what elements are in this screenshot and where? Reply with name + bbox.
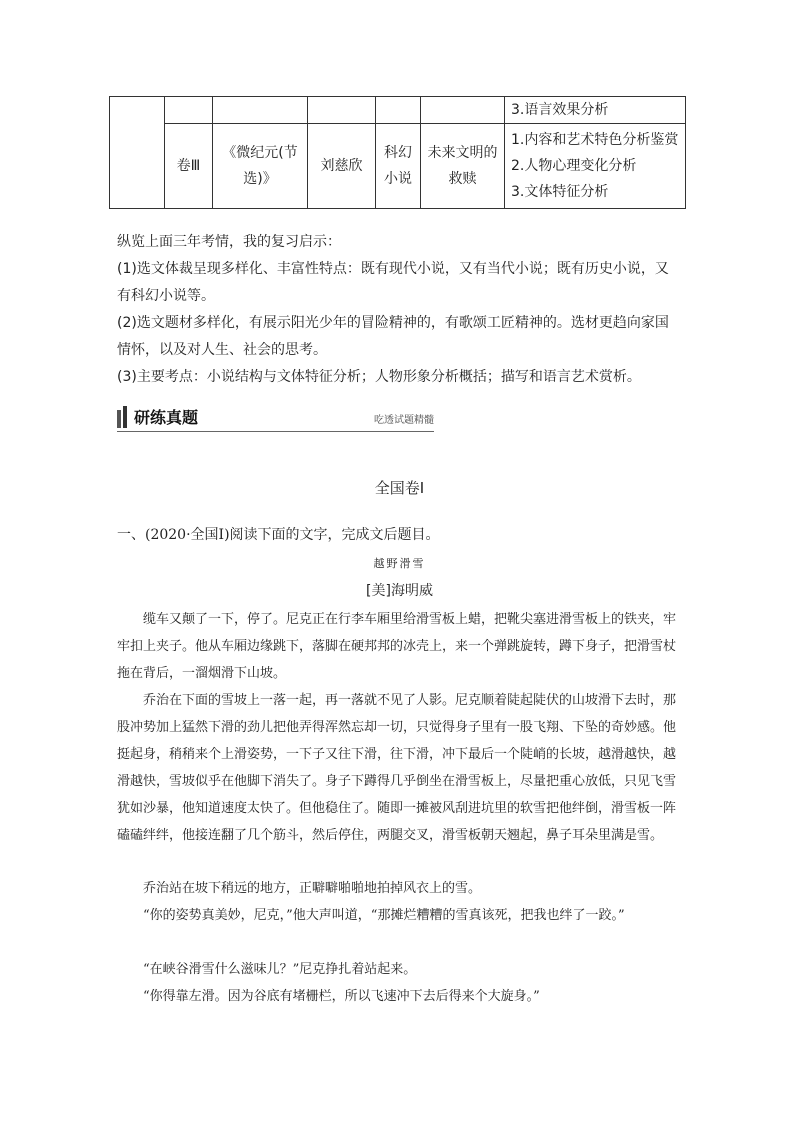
section-divider: [117, 431, 434, 432]
story-paragraph: “你得靠左滑。因为谷底有堵栅栏，所以飞速冲下去后得来个大旋身。”: [143, 989, 540, 1004]
story-paragraph: 乔治在下面的雪坡上一落一起，再一落就不见了人影。尼克顺着陡起陡伏的山坡滑下去时，那股冲势加上猛然下滑的劲儿把他弄得浑然忘却一切，只觉得身子里有一股飞翔、下坠的奇妙感。他挺起身，稍稍来个上滑姿势，一下子又往下滑，往下滑，冲下最后一个陡峭的长坡，越滑越快，越滑越快，雪坡似乎在他脚下消失了。身子下蹲得几乎倒坐在滑雪板上，尽量把重心放低，只见飞雪犹如沙暴，他知道速度太快了。但他稳住了。随即一摊被风刮进坑里的软雪把他绊倒，滑雪板一阵磕磕绊绊，他接连翻了几个筋斗，然后停住，两腿交叉，滑雪板朝天翘起，鼻子耳朵里满是雪。: [117, 693, 677, 843]
table-row: [110, 97, 686, 124]
section-marker-icon: [117, 410, 121, 428]
question-intro: 一、(2020·全国Ⅰ)阅读下面的文字，完成文后题目。: [117, 527, 440, 543]
summary-point-1: (1)选文体裁呈现多样化、丰富性特点：既有现代小说，又有当代小说；既有历史小说，又有科幻小说等。: [117, 261, 669, 304]
exam-label: 全国卷Ⅰ: [374, 479, 425, 497]
table-cell-year: [110, 97, 165, 209]
summary-point-3: (3)主要考点：小说结构与文体特征分析；人物形象分析概括；描写和语言艺术赏析。: [117, 369, 641, 385]
story-title: 越野滑雪: [373, 557, 426, 570]
section-header: [117, 406, 434, 432]
story-paragraph: “在峡谷滑雪什么滋味儿？”尼克挣扎着站起来。: [143, 962, 417, 977]
point-item: 1.内容和艺术特色分析鉴赏: [511, 132, 679, 148]
table-row: [110, 124, 686, 209]
story-paragraph: 缆车又颠了一下，停了。尼克正在行李车厢里给滑雪板上蜡，把靴尖塞进滑雪板上的铁夹，牢牢扣上夹子。他从车厢边缘跳下，落脚在硬邦邦的冰壳上，来一个弹跳旋转，蹲下身子，把滑雪杖拖在背后，一溜烟滑下山坡。: [117, 612, 677, 681]
exam-table: [109, 96, 686, 209]
summary-point-2: (2)选文题材多样化，有展示阳光少年的冒险精神的，有歌颂工匠精神的。选材更趋向家国情怀，以及对人生、社会的思考。: [117, 315, 669, 358]
section-subtitle: 吃透试题精髓: [374, 415, 434, 426]
table-cell-point: 3.语言效果分析: [505, 97, 686, 124]
point-item: 3.文体特征分析: [511, 184, 609, 200]
table-cell-points: [505, 124, 686, 209]
table-cell-title: 《微纪元(节选)》: [213, 124, 308, 209]
summary-intro: 纵览上面三年考情，我的复习启示：: [117, 234, 341, 250]
story-paragraph: “你的姿势真美妙，尼克，”他大声叫道，“那摊烂糟糟的雪真该死，把我也绊了一跤。”: [143, 908, 625, 923]
table-cell-volume: 卷Ⅲ: [165, 124, 213, 209]
story-paragraph: 乔治站在坡下稍远的地方，正噼噼啪啪地拍掉风衣上的雪。: [143, 881, 482, 896]
table-cell-theme: 未来文明的救赎: [421, 124, 505, 209]
point-item: 2.人物心理变化分析: [511, 158, 637, 174]
table-cell-author: 刘慈欣: [308, 124, 376, 209]
section-title: 研练真题: [134, 408, 199, 427]
story-author: [美]海明威: [366, 583, 433, 599]
table-cell-genre: 科幻小说: [376, 124, 421, 209]
